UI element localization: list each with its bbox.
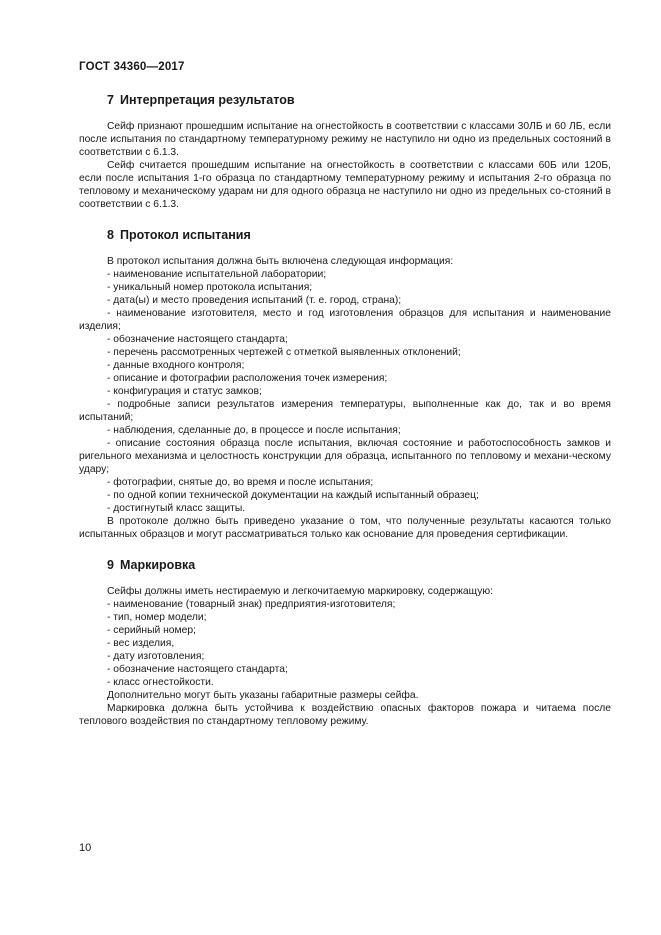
section-closing: Дополнительно могут быть указаны габаритные размеры сейфа. bbox=[107, 690, 419, 701]
paragraph: Сейф считается прошедшим испытание на огнестойкость в соответствии с классами 60Б или 120Б, если после испытания 1-го образца по стандартному температурному режиму и испытания 2-го образца по тепловому и механическому ударам ни для одного образца не наступило ни одно из предельных со-стояний в соответствии с 6.1.3. bbox=[79, 160, 611, 210]
section-intro: В протокол испытания должна быть включена следующая информация: bbox=[107, 256, 454, 267]
list-item: - наименование испытательной лаборатории; bbox=[107, 269, 327, 280]
list-item: - тип, номер модели; bbox=[107, 612, 207, 623]
section-8 bbox=[79, 228, 611, 541]
section-8-number: 8 bbox=[107, 228, 114, 242]
list-item: - данные входного контроля; bbox=[107, 360, 245, 371]
section-7-title bbox=[79, 93, 611, 108]
section-8-title bbox=[79, 228, 611, 243]
section-9-title bbox=[79, 558, 611, 573]
list-item: - фотографии, снятые до, во время и после испытания; bbox=[107, 477, 374, 488]
list-item: - наблюдения, сделанные до, в процессе и после испытания; bbox=[107, 425, 401, 436]
list-item: - класс огнестойкости. bbox=[107, 677, 214, 688]
document-header: ГОСТ 34360—2017 bbox=[79, 61, 185, 73]
section-7-number: 7 bbox=[107, 93, 114, 107]
list-item: - серийный номер; bbox=[107, 625, 196, 636]
list-item: - обозначение настоящего стандарта; bbox=[107, 334, 288, 345]
list-item: - уникальный номер протокола испытания; bbox=[107, 282, 313, 293]
list-item: - описание и фотографии расположения точек измерения; bbox=[107, 373, 388, 384]
paragraph: Сейф признают прошедшим испытание на огнестойкость в соответствии с классами 30ЛБ и 60 ЛБ, если после испытания по стандартному температурному режиму не наступило ни одно из предельных состояний в соответствии с 6.1.3. bbox=[79, 121, 611, 158]
section-closing: В протоколе должно быть приведено указание о том, что полученные результаты касаются только испытанных образцов и могут рассматриваться только как основание для проведения сертификации. bbox=[79, 516, 611, 540]
list-item: - дата(ы) и место проведения испытаний (т. е. город, страна); bbox=[107, 295, 402, 306]
list-item: - перечень рассмотренных чертежей с отметкой выявленных отклонений; bbox=[107, 347, 461, 358]
list-item: - подробные записи результатов измерения температуры, выполненные как до, так и во время испытаний; bbox=[79, 399, 611, 423]
list-item: - описание состояния образца после испытания, включая состояние и работоспособность замков и ригельного механизма и целостность конструкции для образца, испытанного по тепловому и механи-ческому удару; bbox=[79, 438, 611, 475]
list-item: - наименование изготовителя, место и год изготовления образцов для испытания и наименование изделия; bbox=[79, 308, 611, 332]
section-8-title-text: Протокол испытания bbox=[119, 228, 251, 242]
list-item: - дату изготовления; bbox=[107, 651, 205, 662]
section-9-title-text: Маркировка bbox=[119, 558, 196, 572]
list-item: - вес изделия, bbox=[107, 638, 175, 649]
list-item: - конфигурация и статус замков; bbox=[107, 386, 262, 397]
section-9-number: 9 bbox=[107, 558, 114, 572]
section-9 bbox=[79, 558, 611, 728]
list-item: - наименование (товарный знак) предприятия-изготовителя; bbox=[107, 599, 396, 610]
page-number: 10 bbox=[79, 842, 92, 854]
section-intro: Сейфы должны иметь нестираемую и легкочитаемую маркировку, содержащую: bbox=[107, 586, 493, 597]
list-item: - обозначение настоящего стандарта; bbox=[107, 664, 288, 675]
section-7-title-text: Интерпретация результатов bbox=[119, 93, 295, 107]
list-item: - достигнутый класс защиты. bbox=[107, 503, 246, 514]
list-item: - по одной копии технической документации на каждый испытанный образец; bbox=[107, 490, 479, 501]
section-closing: Маркировка должна быть устойчива к воздействию опасных факторов пожара и читаема после теплового воздействия по стандартному тепловому режиму. bbox=[79, 703, 611, 727]
section-7 bbox=[79, 93, 611, 211]
document-body bbox=[79, 90, 611, 728]
